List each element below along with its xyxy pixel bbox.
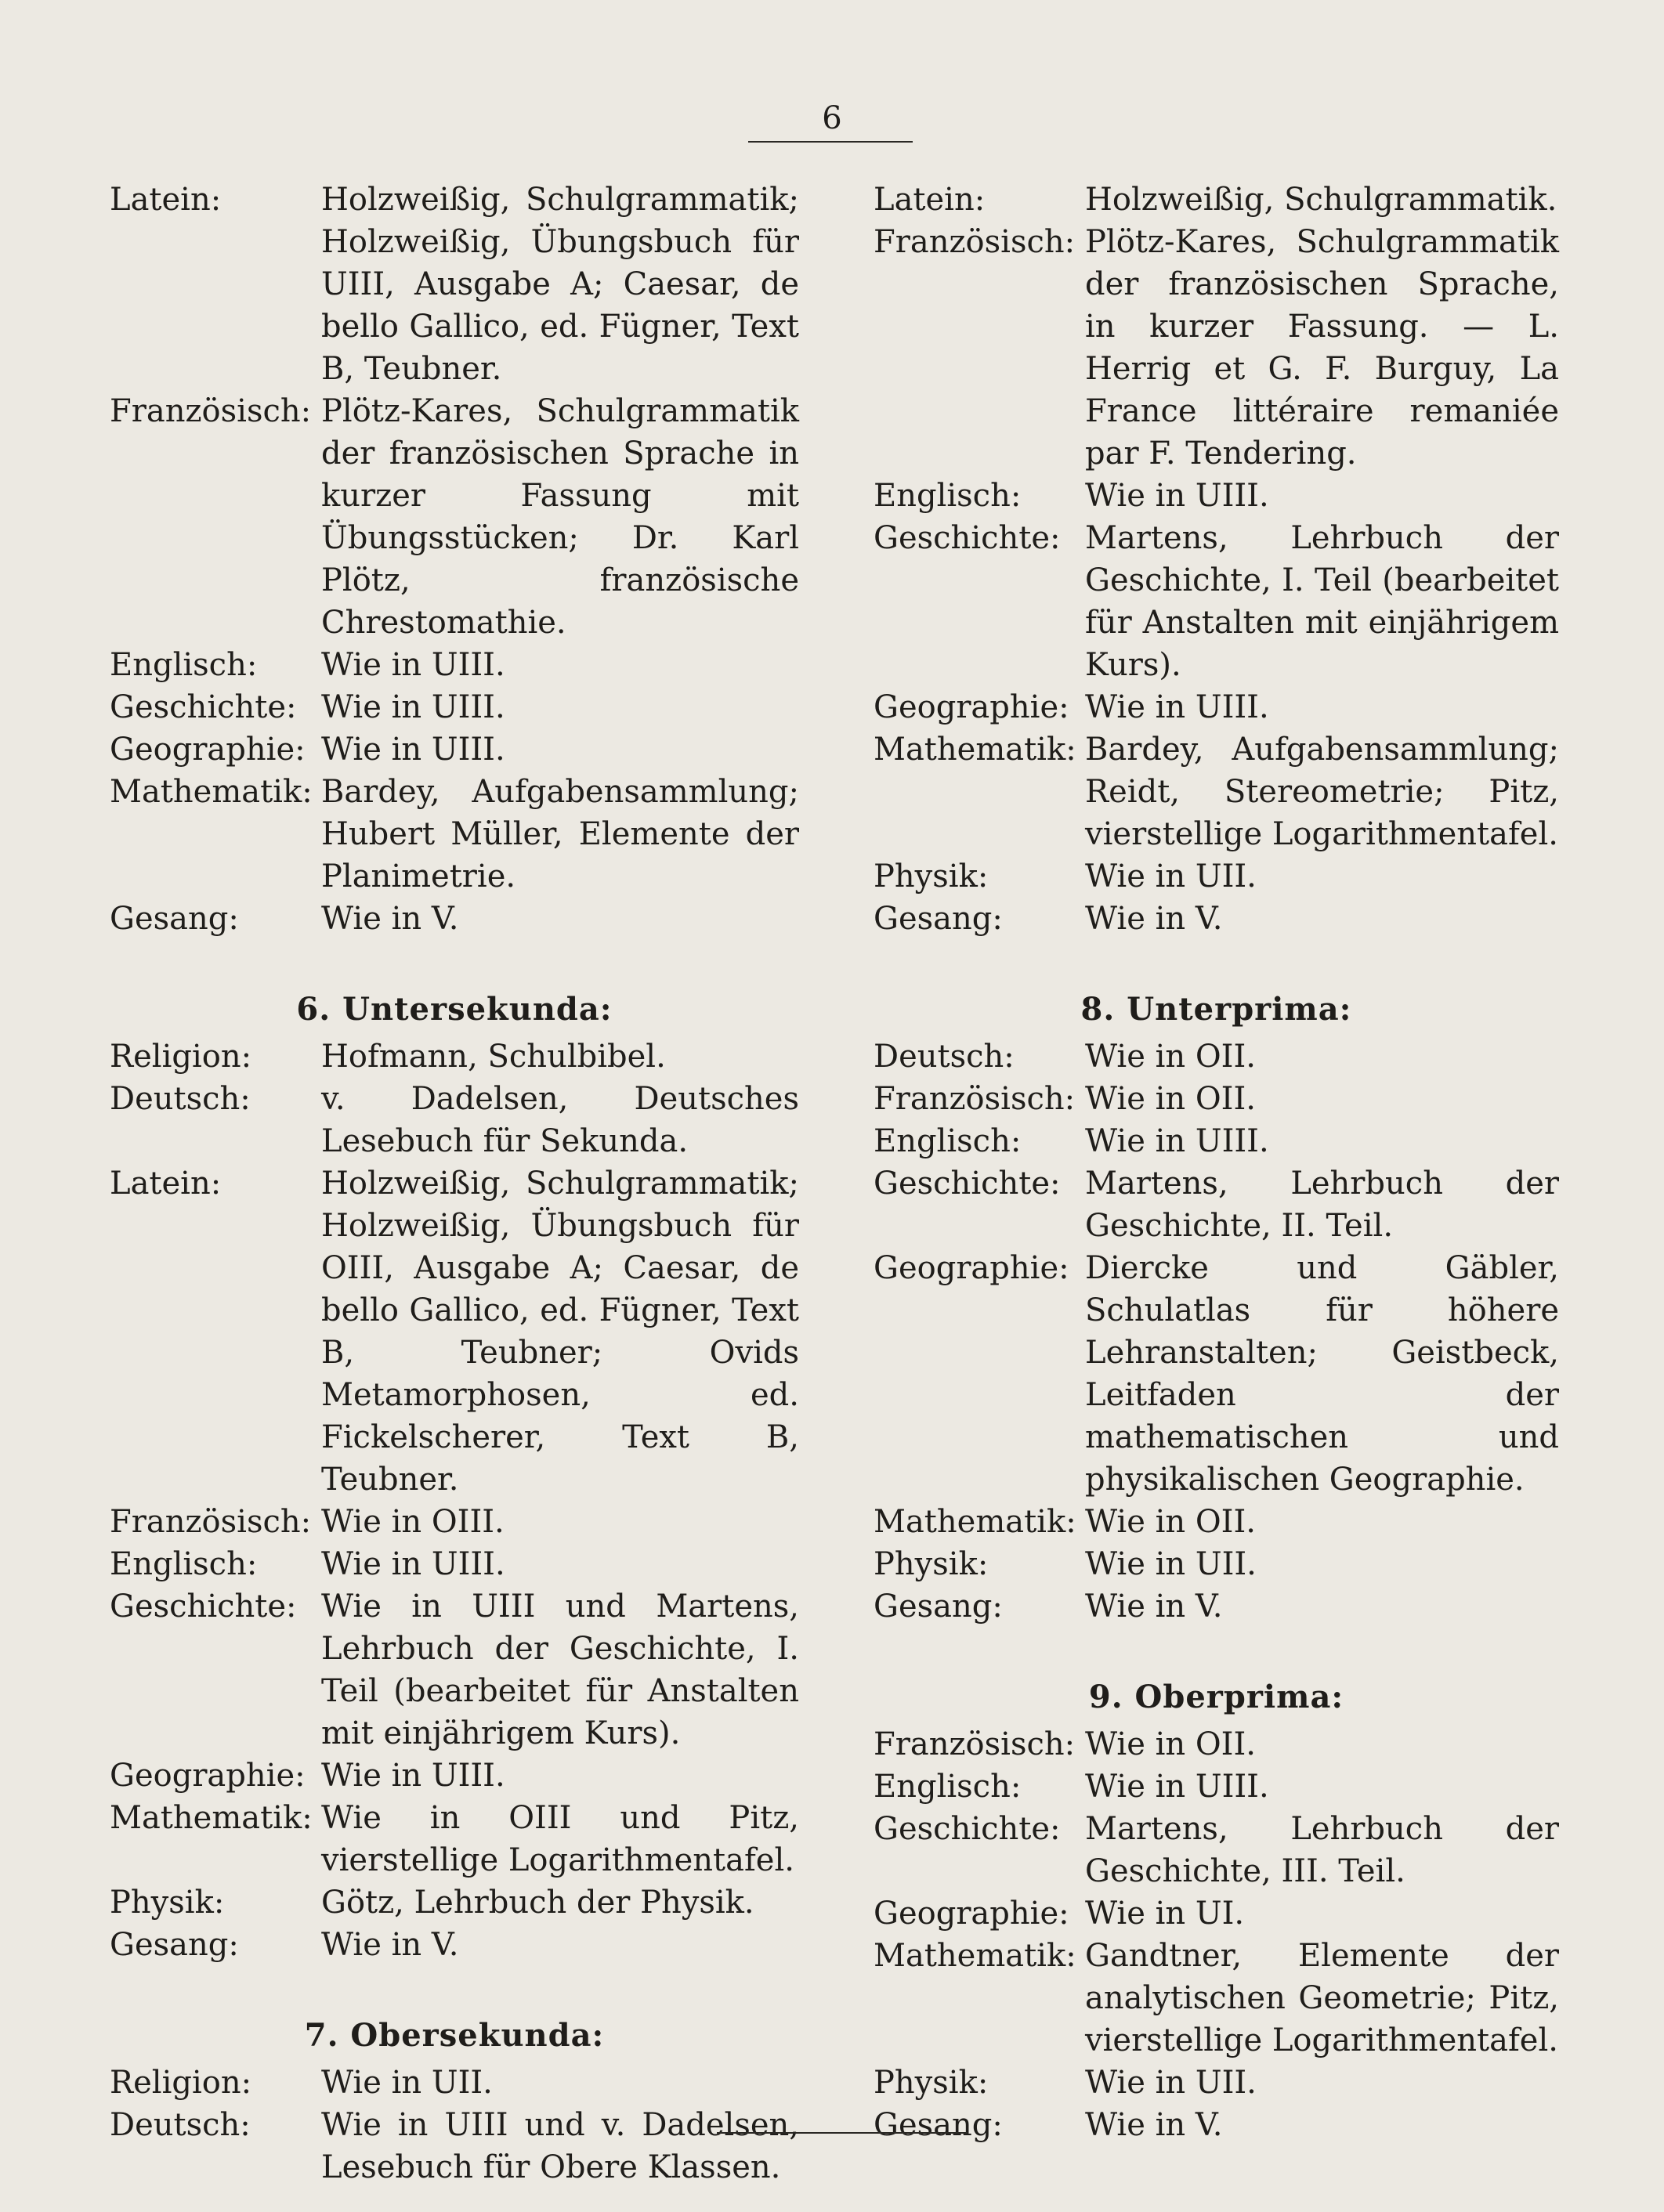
book-entry — [874, 1247, 1559, 1501]
section-heading-untersekunda: 6. Untersekunda: — [296, 991, 613, 1028]
book-list: Holzweißig, Schulgrammatik; Holzweißig, Übungsbuch für OIII, Ausgabe A; Caesar, de bello Gallico, ed. Fügner, Text B, Teubner; Ovids Metamorphosen, ed. Fickelscherer, Text B, Teubner. — [321, 1166, 799, 1498]
subject-label: Englisch: — [874, 1123, 1022, 1159]
book-entry — [110, 1881, 799, 1924]
book-entry — [874, 1078, 1559, 1120]
right-column — [874, 179, 1559, 2146]
subject-label: Geographie: — [110, 732, 306, 768]
book-list: Bardey, Aufgabensammlung; Reidt, Stereometrie; Pitz, vierstellige Logarithmentafel. — [1085, 732, 1559, 852]
subject-label: Religion: — [110, 1039, 252, 1075]
subject-label: Französisch: — [874, 1726, 1076, 1762]
book-list: v. Dadelsen, Deutsches Lesebuch für Sekunda. — [321, 1081, 799, 1159]
book-entry — [110, 2062, 799, 2104]
book-list: Wie in UII. — [321, 2065, 493, 2101]
book-list: Wie in UIII. — [321, 1546, 505, 1582]
subject-label: Physik: — [874, 1546, 989, 1582]
subject-label: Geschichte: — [874, 1811, 1061, 1847]
book-entry — [110, 728, 799, 771]
book-entry — [874, 1543, 1559, 1585]
book-list: Götz, Lehrbuch der Physik. — [321, 1885, 754, 1921]
book-entry — [110, 1078, 799, 1162]
subject-label: Geschichte: — [874, 1166, 1061, 1202]
subject-label: Geographie: — [874, 1250, 1069, 1286]
book-list: Holzweißig, Schulgrammatik. — [1085, 182, 1557, 218]
book-entry — [110, 1755, 799, 1797]
book-list: Wie in UIII. — [1085, 1769, 1269, 1805]
book-list: Wie in OIII. — [321, 1504, 505, 1540]
book-entry — [874, 1036, 1559, 1078]
book-entry — [874, 1585, 1559, 1628]
subject-label: Geographie: — [874, 689, 1069, 725]
book-list: Wie in UI. — [1085, 1896, 1245, 1932]
book-entry — [110, 644, 799, 686]
subject-label: Mathematik: — [110, 1800, 313, 1836]
subject-label: Englisch: — [110, 647, 258, 683]
page-number: 6 — [822, 100, 842, 136]
book-list: Wie in UIII. — [1085, 478, 1269, 514]
book-list: Wie in OII. — [1085, 1081, 1256, 1117]
book-list: Plötz-Kares, Schulgrammatik der französischen Sprache, in kurzer Fassung. — L. Herrig et G. F. Burguy, La France littéraire remaniée par F. Tendering. — [1085, 224, 1559, 472]
subject-label: Geschichte: — [874, 520, 1061, 556]
book-entry — [110, 1162, 799, 1501]
book-entry — [874, 1935, 1559, 2062]
book-list: Wie in OIII und Pitz, vierstellige Logarithmentafel. — [321, 1800, 799, 1878]
subject-label: Gesang: — [874, 2107, 1003, 2143]
book-entry — [874, 475, 1559, 517]
book-list: Wie in UII. — [1085, 1546, 1257, 1582]
subject-label: Gesang: — [110, 901, 239, 937]
footer-rule — [717, 2132, 968, 2134]
subject-label: Französisch: — [110, 393, 312, 429]
book-list: Wie in UIII. — [321, 732, 505, 768]
book-list: Bardey, Aufgabensammlung; Hubert Müller, Elemente der Planimetrie. — [321, 774, 799, 895]
subject-label: Geographie: — [110, 1758, 306, 1794]
subject-label: Physik: — [110, 1885, 225, 1921]
book-entry — [874, 2104, 1559, 2146]
book-list: Wie in UIII. — [321, 1758, 505, 1794]
book-list: Wie in OII. — [1085, 1726, 1256, 1762]
subject-label: Latein: — [110, 1166, 222, 1202]
section-heading-unterprima: 8. Unterprima: — [1080, 991, 1352, 1028]
subject-label: Geographie: — [874, 1896, 1069, 1932]
subject-label: Geschichte: — [110, 689, 297, 725]
subject-label: Mathematik: — [874, 1938, 1076, 1974]
subject-label: Latein: — [110, 182, 222, 218]
book-entry — [110, 1797, 799, 1881]
book-entry — [110, 2104, 799, 2189]
book-entry — [874, 686, 1559, 728]
book-entry — [874, 1162, 1559, 1247]
book-entry — [874, 1120, 1559, 1162]
subject-label: Deutsch: — [110, 2107, 251, 2143]
book-list: Plötz-Kares, Schulgrammatik der französischen Sprache in kurzer Fassung mit Übungsstücken; Dr. Karl Plötz, französische Chrestomathie. — [321, 393, 799, 641]
book-list: Wie in V. — [321, 1927, 459, 1963]
subject-label: Gesang: — [874, 1589, 1003, 1625]
book-entry — [110, 1501, 799, 1543]
book-list: Wie in UIII. — [1085, 1123, 1269, 1159]
book-list: Wie in V. — [1085, 2107, 1223, 2143]
book-entry — [110, 898, 799, 940]
book-list: Holzweißig, Schulgrammatik; Holzweißig, Übungsbuch für UIII, Ausgabe A; Caesar, de bello Gallico, ed. Fügner, Text B, Teubner. — [321, 182, 799, 387]
subject-label: Französisch: — [110, 1504, 312, 1540]
book-list: Wie in V. — [321, 901, 459, 937]
book-entry — [874, 1501, 1559, 1543]
subject-label: Mathematik: — [110, 774, 313, 810]
subject-label: Latein: — [874, 182, 986, 218]
book-list: Wie in V. — [1085, 901, 1223, 937]
book-entry — [874, 728, 1559, 855]
left-column — [110, 179, 799, 2189]
book-list: Gandtner, Elemente der analytischen Geometrie; Pitz, vierstellige Logarithmentafel. — [1085, 1938, 1559, 2058]
book-list: Wie in UIII. — [1085, 689, 1269, 725]
subject-label: Geschichte: — [110, 1589, 297, 1625]
subject-label: Deutsch: — [110, 1081, 251, 1117]
section-heading-oberprima: 9. Oberprima: — [1088, 1679, 1344, 1715]
subject-label: Religion: — [110, 2065, 252, 2101]
book-list: Wie in UII. — [1085, 2065, 1257, 2101]
book-list: Martens, Lehrbuch der Geschichte, II. Teil. — [1085, 1166, 1559, 1244]
book-entry — [110, 390, 799, 644]
book-entry — [110, 1585, 799, 1755]
subject-label: Englisch: — [874, 1769, 1022, 1805]
subject-label: Physik: — [874, 858, 989, 895]
book-entry — [874, 1808, 1559, 1892]
book-list: Diercke und Gäbler, Schulatlas für höhere Lehranstalten; Geistbeck, Leitfaden der mathematischen und physikalischen Geographie. — [1085, 1250, 1559, 1498]
book-list: Wie in UIII. — [321, 689, 505, 725]
book-entry — [110, 1924, 799, 1966]
book-list: Wie in UII. — [1085, 858, 1257, 895]
book-entry — [874, 179, 1559, 221]
book-entry — [874, 1892, 1559, 1935]
subject-label: Physik: — [874, 2065, 989, 2101]
book-entry — [110, 179, 799, 390]
subject-label: Deutsch: — [874, 1039, 1015, 1075]
book-list: Martens, Lehrbuch der Geschichte, I. Teil (bearbeitet für Anstalten mit einjährigem Kurs). — [1085, 520, 1559, 683]
book-list: Martens, Lehrbuch der Geschichte, III. Teil. — [1085, 1811, 1559, 1889]
subject-label: Mathematik: — [874, 732, 1076, 768]
book-list: Hofmann, Schulbibel. — [321, 1039, 666, 1075]
subject-label: Gesang: — [874, 901, 1003, 937]
book-entry — [110, 771, 799, 898]
book-entry — [874, 1766, 1559, 1808]
book-list: Wie in OII. — [1085, 1039, 1256, 1075]
book-entry — [874, 2062, 1559, 2104]
book-entry — [110, 1036, 799, 1078]
subject-label: Französisch: — [874, 224, 1076, 260]
book-list: Wie in UIII. — [321, 647, 505, 683]
book-entry — [874, 1723, 1559, 1766]
subject-label: Englisch: — [110, 1546, 258, 1582]
book-list: Wie in V. — [1085, 1589, 1223, 1625]
book-list: Wie in OII. — [1085, 1504, 1256, 1540]
book-entry — [110, 686, 799, 728]
book-list: Wie in UIII und v. Dadelsen, Lesebuch für Obere Klassen. — [321, 2107, 799, 2185]
subject-label: Englisch: — [874, 478, 1022, 514]
subject-label: Mathematik: — [874, 1504, 1076, 1540]
book-entry — [110, 1543, 799, 1585]
book-entry — [874, 855, 1559, 898]
subject-label: Gesang: — [110, 1927, 239, 1963]
section-heading-obersekunda: 7. Obersekunda: — [304, 2017, 605, 2054]
book-entry — [874, 517, 1559, 686]
header-rule — [748, 141, 913, 143]
subject-label: Französisch: — [874, 1081, 1076, 1117]
book-entry — [874, 898, 1559, 940]
book-entry — [874, 221, 1559, 475]
book-list: Wie in UIII und Martens, Lehrbuch der Geschichte, I. Teil (bearbeitet für Anstalten mit einjährigem Kurs). — [321, 1589, 799, 1751]
